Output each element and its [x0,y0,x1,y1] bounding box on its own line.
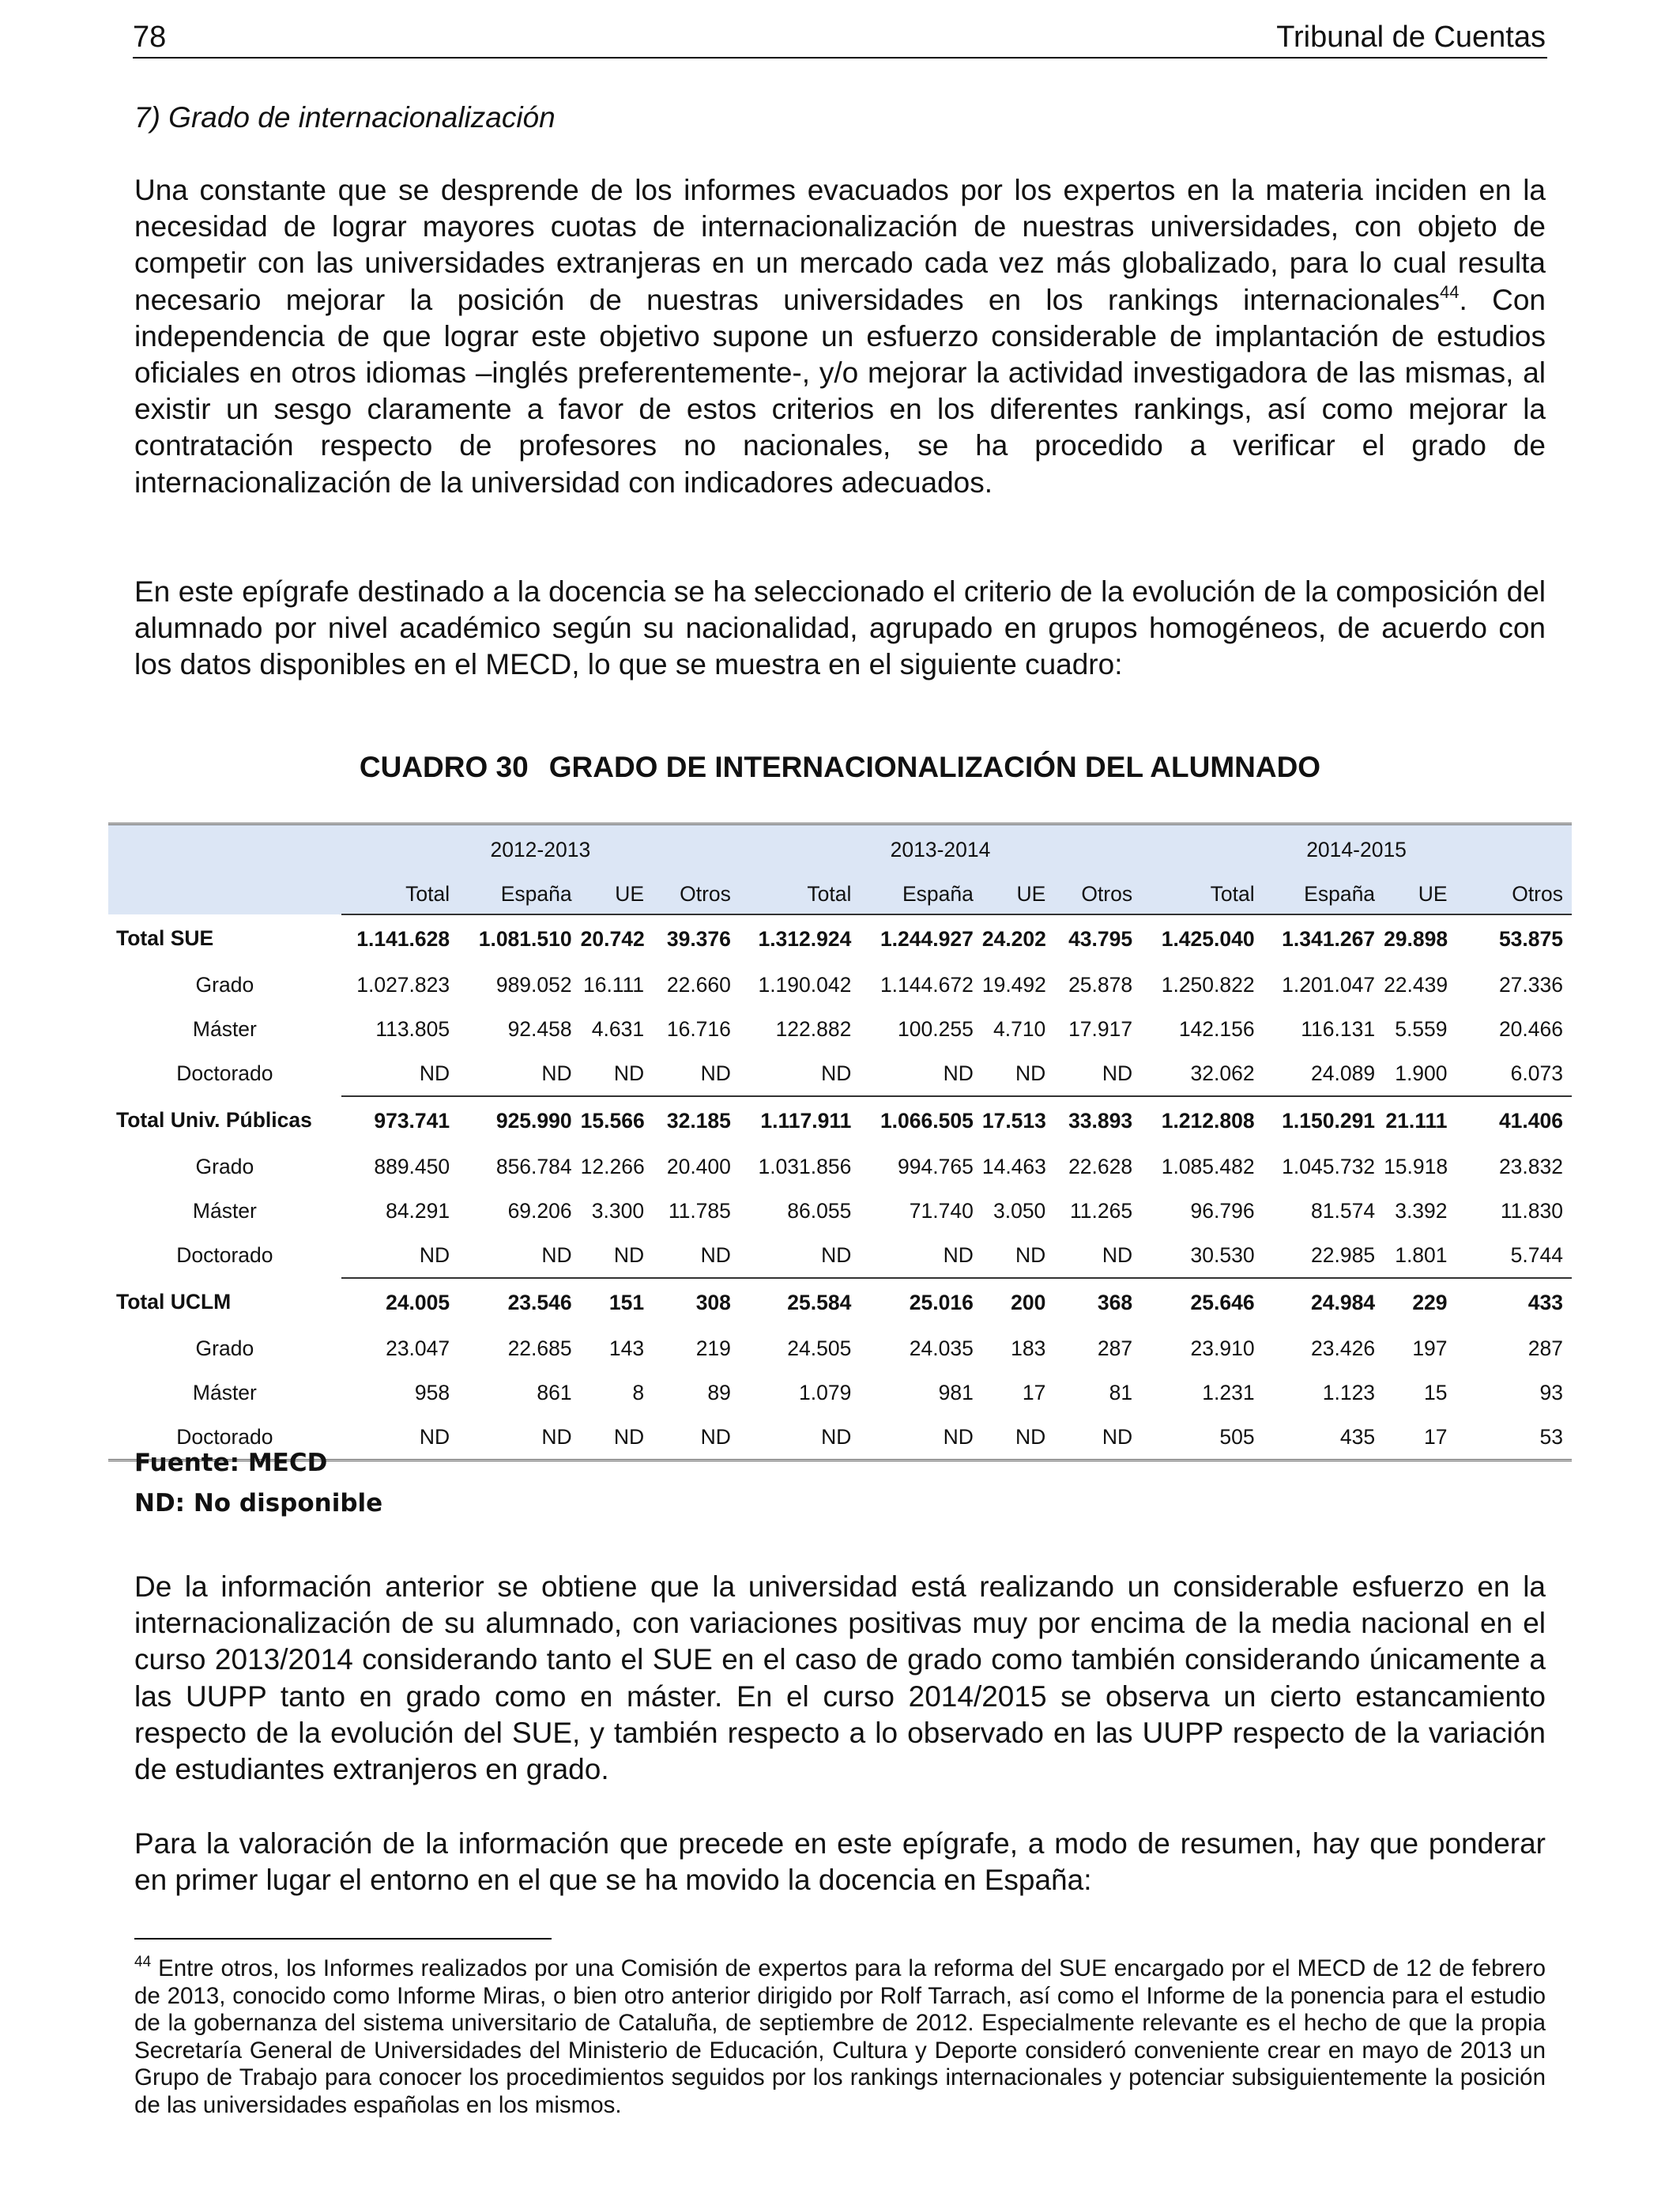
table-cell: 11.830 [1500,1198,1563,1223]
table-cell: 1.027.823 [356,972,450,997]
table-cell: ND [1015,1242,1046,1267]
row-label: Doctorado [108,1415,341,1461]
table-row [108,1370,1572,1415]
table-cell: 116.131 [1301,1016,1376,1041]
table-cell: 33.893 [1054,1096,1141,1144]
table-cell: 39.376 [653,914,740,963]
table-cell: 1.312.924 [740,914,860,963]
table-cell: 3.050 [993,1198,1046,1223]
table-cell: 17 [1022,1380,1046,1404]
table-cell: 15.918 [1384,1154,1448,1178]
table-cell: 71.740 [909,1198,974,1223]
table-cell: 15.566 [581,1096,653,1144]
table-cell: ND [541,1061,572,1085]
page-number: 78 [133,21,167,54]
table-cell: 11.265 [1070,1198,1133,1223]
table-cell: ND [341,1415,458,1461]
table-cell: 43.795 [1054,914,1141,963]
column-header: Otros [1054,874,1141,914]
row-label: Doctorado [176,1061,273,1085]
table-cell: 89 [707,1380,731,1404]
row-label: Máster [192,1016,257,1041]
table-cell: ND [581,1415,653,1461]
row-label: Total SUE [116,926,214,950]
table-cell: ND [1102,1061,1133,1085]
table-cell: ND [740,1415,860,1461]
table-cell: 219 [695,1336,731,1360]
table-cell: 14.463 [981,1154,1046,1178]
table-cell: ND [458,1415,580,1461]
table-cell: 24.005 [341,1278,458,1326]
table-year-header-row [108,825,1572,874]
row-label: Grado [195,1336,254,1360]
table-cell: 1.031.856 [758,1154,852,1178]
footnote [134,1955,1546,2120]
table-cell: 19.492 [981,972,1046,997]
table-cell: ND [821,1242,852,1267]
table-cell: 433 [1456,1278,1572,1326]
table-cell: 11.785 [668,1198,731,1223]
table-cell: 15 [1424,1380,1448,1404]
table-cell: 84.291 [386,1198,450,1223]
table-cell: 25.646 [1141,1278,1263,1326]
table-cell: 23.047 [386,1336,450,1360]
table-cell: 86.055 [787,1198,852,1223]
footnote-rule [134,1938,552,1940]
table-caption [134,751,1546,784]
paragraph-2: En este epígrafe destinado a la docencia se ha seleccionado el criterio de la evolución de la composición del alumnado por nivel académico según su nacionalidad, agrupado en grupos homogéneos, de acuerdo con los datos disponibles en el MECD, lo que se muestra en el siguiente cuadro: [134,575,1546,681]
table-cell: 1.141.628 [341,914,458,963]
table-body [108,914,1572,1461]
table-cell: 16.716 [666,1016,731,1041]
table-cell: 100.255 [898,1016,974,1041]
table-cell: 22.628 [1068,1154,1133,1178]
table-cell: ND [1054,1415,1141,1461]
table-cell: 16.111 [582,972,645,997]
table-cell: 3.300 [591,1198,645,1223]
internationalization-table [108,823,1572,1461]
table-cell: 23.910 [1190,1336,1255,1360]
running-header: Tribunal de Cuentas [1276,21,1546,54]
table-cell: 17 [1384,1415,1456,1461]
table-cell: 81.574 [1311,1198,1376,1223]
table-cell: 113.805 [375,1016,450,1041]
table-cell: 81 [1109,1380,1133,1404]
table-cell: ND [821,1061,852,1085]
table-cell: 30.530 [1190,1242,1255,1267]
table-cell: 287 [1527,1336,1563,1360]
table-cell: 889.450 [374,1154,450,1178]
table-cell: 1.250.822 [1161,972,1255,997]
table-cell: 93 [1539,1380,1563,1404]
table-number: CUADRO 30 [359,751,529,783]
table-cell: 25.878 [1068,972,1133,997]
column-header: Otros [1456,874,1572,914]
table-cell: ND [943,1061,974,1085]
table-cell: ND [700,1242,731,1267]
table-cell: 27.336 [1498,972,1563,997]
table-cell: 994.765 [898,1154,974,1178]
table-cell: ND [613,1061,645,1085]
table-cell: 1.425.040 [1141,914,1263,963]
table-column-header-row [108,874,1572,914]
table-corner-cell [108,874,341,914]
row-label: Total Univ. Públicas [116,1108,312,1132]
table-cell: 1.341.267 [1264,914,1384,963]
table-cell: 1.079 [799,1380,852,1404]
column-header: Total [341,874,458,914]
table-cell: 4.631 [591,1016,645,1041]
table-cell: 25.584 [740,1278,860,1326]
table-row [108,1144,1572,1189]
table-cell: 5.559 [1395,1016,1448,1041]
table-cell: 856.784 [495,1154,572,1178]
table-cell: ND [1015,1061,1046,1085]
paragraph-4: Para la valoración de la información que precede en este epígrafe, a modo de resumen, hay que ponderar en primer lugar el entorno en el que se ha movido la docencia en España: [134,1827,1546,1897]
table-cell: 20.742 [581,914,653,963]
table-cell: 69.206 [507,1198,572,1223]
table-corner-cell [108,825,341,874]
table-cell: 32.185 [653,1096,740,1144]
table-total-row [108,1278,1572,1326]
table-row [108,963,1572,1007]
column-header: España [860,874,981,914]
table-cell: 6.073 [1510,1061,1563,1085]
footnote-number: 44 [134,1954,152,1970]
table-cell: 53 [1456,1415,1572,1461]
table-cell: 143 [608,1336,645,1360]
table-cell: ND [541,1242,572,1267]
table-cell: 24.505 [787,1336,852,1360]
column-header: UE [982,874,1054,914]
paragraph-3: De la información anterior se obtiene que la universidad está realizando un considerable esfuerzo en la internacionalización de su alumnado, con variaciones positivas muy por encima de la media nacional en el curso 2013/2014 considerando tanto el SUE en el caso de grado como también considerando únicamente a las UUPP tanto en grado como en máster. En el curso 2014/2015 se observa un cierto estancamiento respecto de la evolución del SUE, y también respecto a lo observado en las UUPP respecto de la variación de estudiantes extranjeros en grado. [134,1570,1546,1786]
column-header: Total [740,874,860,914]
table-cell: 23.546 [458,1278,580,1326]
table-cell: 25.016 [860,1278,981,1326]
section-title: 7) Grado de internacionalización [134,101,556,134]
table-cell: 3.392 [1395,1198,1448,1223]
table-cell: 1.045.732 [1282,1154,1376,1178]
row-label: Máster [192,1198,257,1223]
table-cell: 151 [581,1278,653,1326]
column-header: UE [581,874,653,914]
paragraph-1 [134,172,1546,501]
table-cell: ND [982,1415,1054,1461]
table-cell: 1.231 [1202,1380,1255,1404]
table-cell: 1.190.042 [758,972,852,997]
table-cell: 1.066.505 [860,1096,981,1144]
table-cell: 1.900 [1395,1061,1448,1085]
footnote-text: Entre otros, los Informes realizados por una Comisión de expertos para la reforma del SUE encargado por el MECD de 12 de febrero de 2013, conocido como Informe Miras, o bien otro anterior dirigido por Rolf Tarrach, así como el Informe de la ponencia para el estudio de la gobernanza del sistema universitario de Cataluña, de septiembre de 2012. Especialmente relevante es el hecho de que la propia Secretaría General de Universidades del Ministerio de Educación, Cultura y Deporte consideró conveniente crear en mayo de 2013 un Grupo de Trabajo para conocer los procedimientos seguidos por los rankings internacionales y potenciar subsiguientemente la posición de las universidades españolas en los mismos. [134,1955,1546,2118]
table-cell: 229 [1384,1278,1456,1326]
table-row [108,1415,1572,1461]
table-cell: 92.458 [507,1016,572,1041]
table-cell: 17.917 [1068,1016,1133,1041]
table-cell: 12.266 [580,1154,645,1178]
table-cell: 1.244.927 [860,914,981,963]
table-cell: 308 [653,1278,740,1326]
paragraph-1-text-a: Una constante que se desprende de los informes evacuados por los expertos en la materia inciden en la necesidad de lograr mayores cuotas de internacionalización de nuestras universidades, con objeto de competir con las universidades extranjeras en un mercado cada vez más globalizado, para lo cual resulta necesario mejorar la posición de nuestras universidades en los rankings internacionales [134,174,1546,316]
table-row [108,1233,1572,1278]
table-cell: 22.660 [666,972,731,997]
table-cell: 53.875 [1456,914,1572,963]
row-label: Total UCLM [116,1290,232,1314]
table-row [108,1189,1572,1233]
table-cell: 505 [1141,1415,1263,1461]
table-cell: 1.085.482 [1161,1154,1255,1178]
table-cell: ND [419,1061,450,1085]
table-cell: 981 [938,1380,974,1404]
table-cell: 41.406 [1456,1096,1572,1144]
table-total-row [108,914,1572,963]
table-cell: 17.513 [982,1096,1054,1144]
table-cell: 287 [1097,1336,1133,1360]
table-cell: ND [860,1415,981,1461]
table-cell: 4.710 [993,1016,1046,1041]
table-cell: 22.685 [507,1336,572,1360]
row-label: Grado [195,972,254,997]
table-cell: 197 [1412,1336,1448,1360]
source-note: Fuente: MECD [134,1449,328,1477]
table-row [108,1326,1572,1370]
table-cell: 1.201.047 [1282,972,1376,997]
table-cell: 32.062 [1190,1061,1255,1085]
table-cell: 1.212.808 [1141,1096,1263,1144]
row-label: Grado [195,1154,254,1178]
table-cell: 23.426 [1311,1336,1376,1360]
table-cell: 122.882 [775,1016,852,1041]
table-cell: ND [1102,1242,1133,1267]
table-cell: 24.984 [1264,1278,1384,1326]
table-cell: 8 [632,1380,645,1404]
table-cell: 183 [1011,1336,1046,1360]
table-cell: ND [653,1415,740,1461]
row-label: Máster [192,1380,257,1404]
nd-note: ND: No disponible [134,1489,383,1517]
table-cell: ND [613,1242,645,1267]
table-cell: 21.111 [1384,1096,1456,1144]
table-cell: 24.035 [909,1336,974,1360]
table-cell: ND [419,1242,450,1267]
paragraph-1-text-b: . Con independencia de que lograr este objetivo supone un esfuerzo considerable de implantación de estudios oficiales en otros idiomas –inglés preferentemente-, y/o mejorar la actividad investigadora de las mismas, al existir un sesgo claramente a favor de estos criterios en los diferentes rankings, así como mejorar la contratación respecto de profesores no nacionales, se ha procedido a verificar el grado de internacionalización de la universidad con indicadores adecuados. [134,283,1546,499]
table-cell: 5.744 [1510,1242,1563,1267]
table-cell: 22.985 [1311,1242,1376,1267]
year-header: 2014-2015 [1141,825,1572,874]
table-cell: 22.439 [1384,972,1448,997]
table-cell: 958 [414,1380,450,1404]
column-header: Total [1141,874,1263,914]
table-cell: 20.400 [666,1154,731,1178]
column-header: UE [1384,874,1456,914]
table-total-row [108,1096,1572,1144]
table-title: GRADO DE INTERNACIONALIZACIÓN DEL ALUMNADO [548,751,1321,783]
table-cell: 200 [982,1278,1054,1326]
table-cell: 435 [1264,1415,1384,1461]
table-cell: 973.741 [341,1096,458,1144]
table-cell: 1.123 [1322,1380,1376,1404]
row-label: Doctorado [176,1243,273,1267]
column-header: España [1264,874,1384,914]
table-cell: 1.144.672 [880,972,974,997]
table-cell: ND [700,1061,731,1085]
table-cell: 925.990 [458,1096,580,1144]
header-rule [133,57,1547,58]
column-header: Otros [653,874,740,914]
year-header: 2013-2014 [740,825,1141,874]
table-cell: 23.832 [1498,1154,1563,1178]
year-header: 2012-2013 [341,825,740,874]
table-cell: 1.801 [1395,1242,1448,1267]
table-cell: 861 [537,1380,572,1404]
table-cell: 29.898 [1384,914,1456,963]
table-cell: 142.156 [1178,1016,1255,1041]
table-cell: 1.081.510 [458,914,580,963]
footnote-reference[interactable]: 44 [1440,281,1460,302]
table-cell: 96.796 [1190,1198,1255,1223]
table-cell: 989.052 [495,972,572,997]
table-cell: 20.466 [1498,1016,1563,1041]
table-row [108,1007,1572,1051]
column-header: España [458,874,580,914]
table-cell: 1.117.911 [740,1096,860,1144]
table-cell: ND [943,1242,974,1267]
table-row [108,1051,1572,1096]
table-cell: 1.150.291 [1264,1096,1384,1144]
table-cell: 24.202 [982,914,1054,963]
table-cell: 368 [1054,1278,1141,1326]
table-cell: 24.089 [1311,1061,1376,1085]
